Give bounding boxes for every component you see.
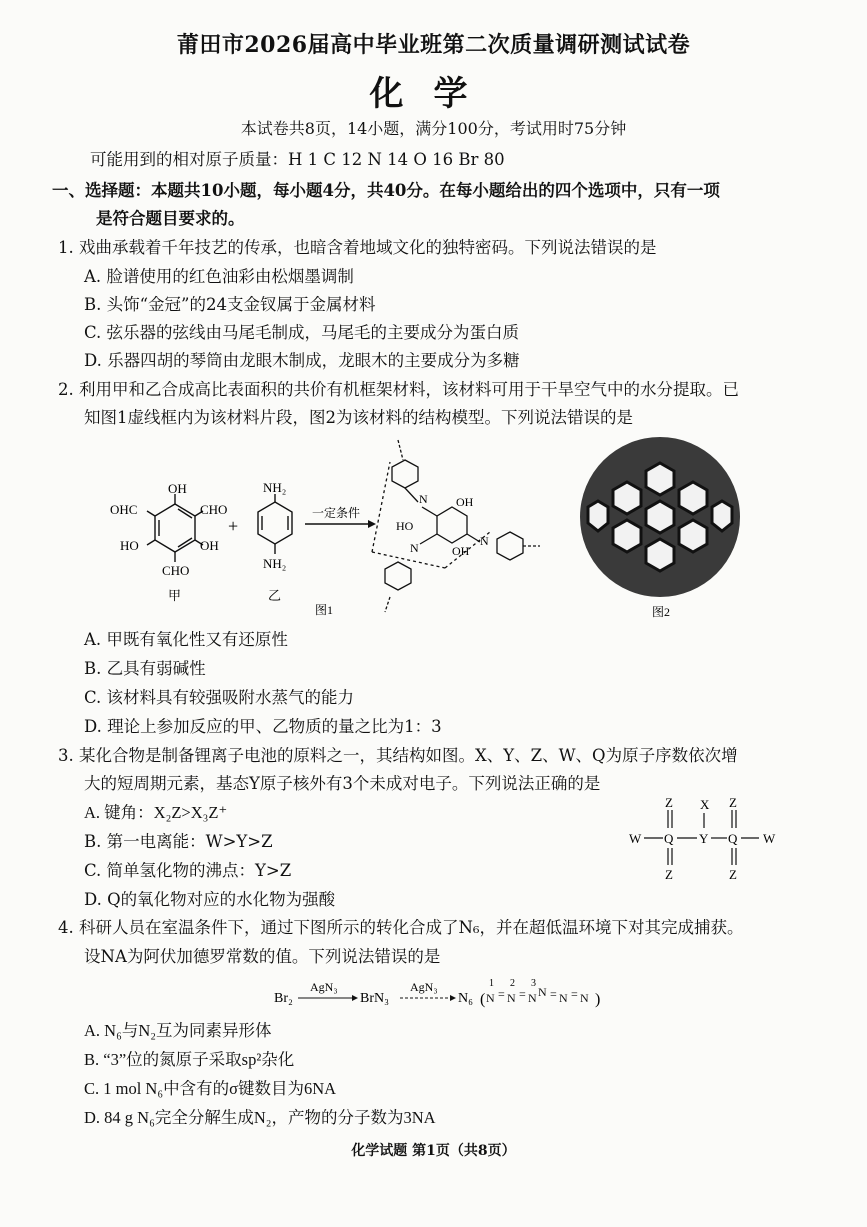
jia-cho-bottom: CHO bbox=[162, 563, 190, 578]
q3-z-top-right: Z bbox=[729, 795, 737, 810]
svg-text:): ) bbox=[595, 991, 601, 1008]
atomic-mass-line: 可能用到的相对原子质量：H 1 C 12 N 14 O 16 Br 80 bbox=[90, 150, 505, 169]
yi-nh2-bottom: NH₂ bbox=[263, 556, 287, 571]
fig1-label: 图1 bbox=[315, 603, 334, 617]
product-n-top: N bbox=[419, 492, 428, 506]
question-4-stem-cont: 设NA为阿伏加德罗常数的值。下列说法错误的是 bbox=[84, 947, 441, 966]
q1-option-d: D. 乐器四胡的琴筒由龙眼木制成，龙眼木的主要成分为多糖 bbox=[84, 351, 520, 370]
svg-text:=: = bbox=[571, 987, 578, 1001]
q4-option-b: B. “3”位的氮原子采取sp²杂化 bbox=[84, 1050, 295, 1069]
q4-scheme bbox=[270, 972, 610, 1014]
q3-w-left: W bbox=[629, 831, 642, 846]
q1-option-a: A. 脸谱使用的红色油彩由松烟墨调制 bbox=[84, 267, 354, 286]
jia-oh-right: OH bbox=[200, 538, 219, 553]
question-4-stem: 4. 科研人员在室温条件下，通过下图所示的转化合成了N₆，并在超低温环境下对其完成捕获。 bbox=[58, 918, 744, 937]
q3-option-a: A. 键角：X₂Z>X₃Z⁺ bbox=[84, 803, 228, 822]
svg-text:N: N bbox=[580, 991, 589, 1005]
svg-text:=: = bbox=[519, 987, 526, 1001]
product-ho: HO bbox=[396, 519, 414, 533]
svg-text:N: N bbox=[559, 991, 568, 1005]
section-heading: 一、选择题：本题共10小题，每小题4分，共40分。在每小题给出的四个选项中，只有一项 bbox=[52, 181, 720, 200]
q3-option-b: B. 第一电离能：W>Y>Z bbox=[84, 832, 273, 851]
q3-q-right: Q bbox=[728, 831, 738, 846]
product-n-left: N bbox=[410, 541, 419, 555]
subject-title: 化学 bbox=[369, 74, 498, 114]
reaction-condition: 一定条件 bbox=[312, 506, 361, 520]
plus-sign: + bbox=[228, 516, 239, 536]
product-oh-bottom: OH bbox=[452, 544, 470, 558]
jia-oh-top: OH bbox=[168, 481, 187, 496]
svg-text:N: N bbox=[538, 985, 547, 999]
q3-y: Y bbox=[699, 831, 709, 846]
yi-nh2-top: NH₂ bbox=[263, 480, 287, 495]
question-3-stem: 3. 某化合物是制备锂离子电池的原料之一，其结构如图。X、Y、Z、W、Q为原子序数依次增 bbox=[58, 746, 738, 765]
q1-option-b: B. 头饰“金冠”的24支金钗属于金属材料 bbox=[84, 295, 376, 314]
question-3-stem-cont: 大的短周期元素，基态Y原子核外有3个未成对电子。下列说法正确的是 bbox=[84, 774, 601, 793]
q2-option-b: B. 乙具有弱碱性 bbox=[84, 659, 206, 678]
svg-text:N: N bbox=[528, 991, 537, 1005]
q3-option-d: D. Q的氧化物对应的水化物为强酸 bbox=[84, 890, 336, 909]
label-yi: 乙 bbox=[268, 588, 282, 603]
q3-z-bottom-right: Z bbox=[729, 867, 737, 882]
scheme-pos-1: 1 bbox=[489, 978, 494, 989]
q4-option-d: D. 84 g N₆完全分解生成N₂，产物的分子数为3NA bbox=[84, 1108, 436, 1127]
q2-figure bbox=[100, 432, 800, 622]
scheme-reagent-1: AgN₃ bbox=[310, 980, 338, 994]
q4-option-a: A. N₆与N₂互为同素异形体 bbox=[84, 1021, 272, 1040]
scheme-br2: Br₂ bbox=[274, 991, 293, 1006]
scheme-pos-2: 2 bbox=[510, 978, 515, 989]
product-n-right: N bbox=[480, 534, 489, 548]
scheme-reagent-2: AgN₃ bbox=[410, 980, 438, 994]
svg-text:N: N bbox=[507, 991, 516, 1005]
reactant-jia-structure bbox=[147, 494, 203, 562]
svg-text:N: N bbox=[486, 991, 495, 1005]
q4-option-c: C. 1 mol N₆中含有的σ键数目为6NA bbox=[84, 1079, 337, 1098]
page-footer: 化学试题 第1页（共8页） bbox=[351, 1143, 516, 1159]
label-jia: 甲 bbox=[168, 588, 182, 603]
q2-option-a: A. 甲既有氧化性又有还原性 bbox=[84, 630, 288, 649]
scheme-pos-3: 3 bbox=[531, 978, 536, 989]
exam-title: 莆田市2026届高中毕业班第二次质量调研测试试卷 bbox=[176, 32, 691, 58]
q2-option-c: C. 该材料具有较强吸附水蒸气的能力 bbox=[84, 688, 355, 707]
q3-option-c: C. 简单氢化物的沸点：Y>Z bbox=[84, 861, 292, 880]
jia-cho-right: CHO bbox=[200, 502, 228, 517]
reactant-yi-structure bbox=[258, 494, 292, 554]
honeycomb-model bbox=[580, 437, 740, 597]
q3-q-left: Q bbox=[664, 831, 674, 846]
question-1-stem: 1. 戏曲承载着千年技艺的传承，也暗含着地域文化的独特密码。下列说法错误的是 bbox=[58, 238, 657, 257]
jia-ohc-left: OHC bbox=[110, 502, 138, 517]
q3-structure bbox=[625, 795, 795, 885]
q3-z-bottom-left: Z bbox=[665, 867, 673, 882]
q2-option-d: D. 理论上参加反应的甲、乙物质的量之比为1：3 bbox=[84, 717, 442, 736]
scheme-n6: N₆ bbox=[458, 991, 473, 1006]
product-oh-top: OH bbox=[456, 495, 474, 509]
q1-option-c: C. 弦乐器的弦线由马尾毛制成，马尾毛的主要成分为蛋白质 bbox=[84, 323, 520, 342]
q3-x-top: X bbox=[700, 797, 710, 812]
svg-text:(: ( bbox=[480, 991, 486, 1008]
fig2-label: 图2 bbox=[652, 605, 671, 619]
scheme-brn3: BrN₃ bbox=[360, 991, 389, 1006]
question-2-stem: 2. 利用甲和乙合成高比表面积的共价有机框架材料，该材料可用于干旱空气中的水分提取。已 bbox=[58, 380, 739, 399]
jia-ho-left: HO bbox=[120, 538, 139, 553]
svg-text:=: = bbox=[550, 987, 557, 1001]
q3-w-right: W bbox=[763, 831, 776, 846]
svg-text:=: = bbox=[498, 987, 505, 1001]
question-2-stem-cont: 知图1虚线框内为该材料片段，图2为该材料的结构模型。下列说法错误的是 bbox=[84, 408, 633, 427]
section-heading-cont: 是符合题目要求的。 bbox=[96, 209, 245, 228]
q3-z-top-left: Z bbox=[665, 795, 673, 810]
exam-info: 本试卷共8页，14小题，满分100分，考试用时75分钟 bbox=[240, 119, 627, 138]
